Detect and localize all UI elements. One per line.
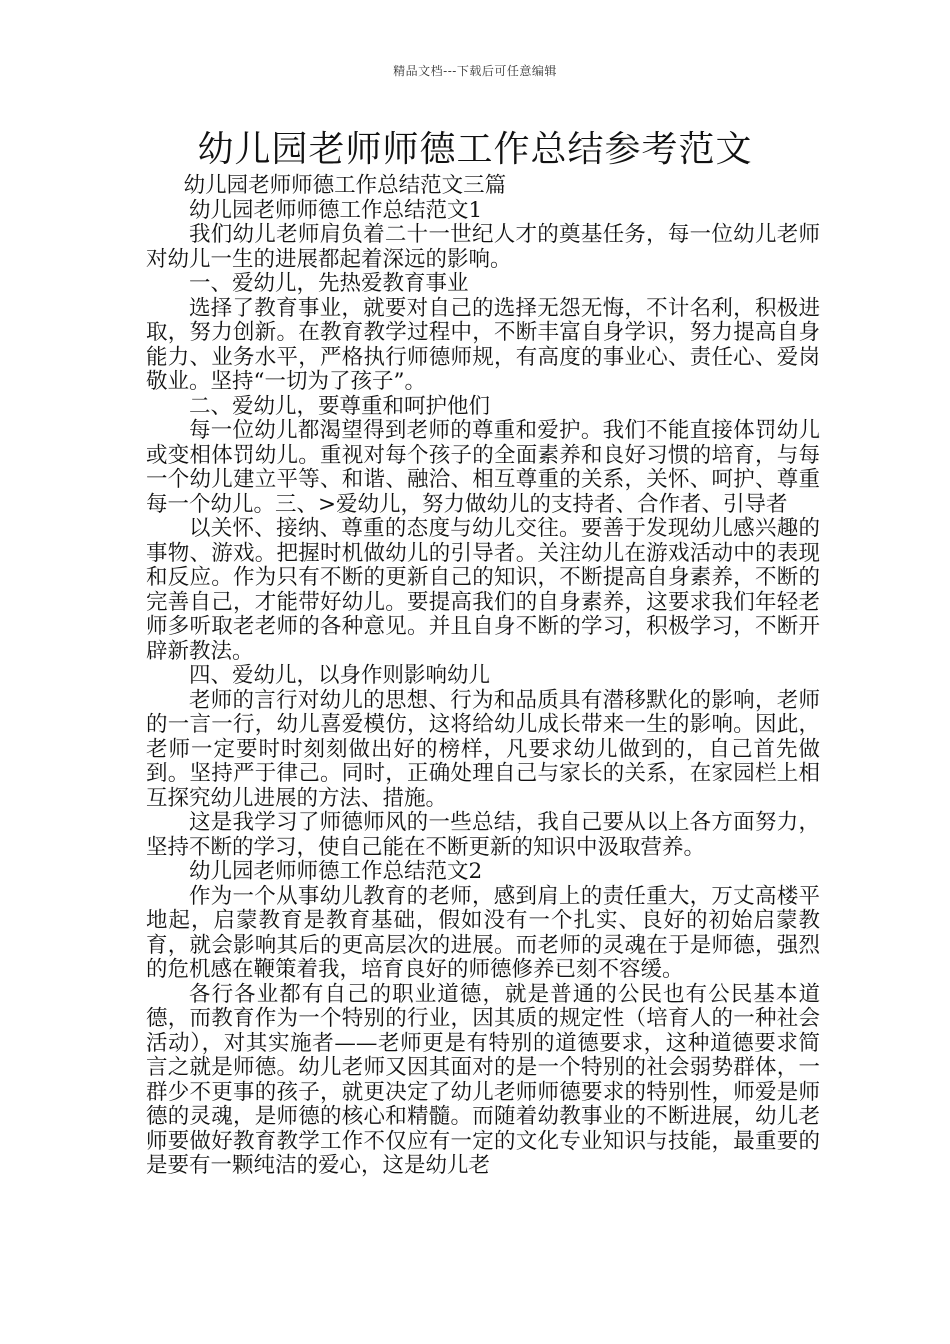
body-paragraph: 这是我学习了师德师风的一些总结，我自己要从以上各方面努力，坚持不断的学习，使自己能在不断更新的知识中汲取营养。 — [146, 810, 820, 860]
body-paragraph: 我们幼儿老师肩负着二十一世纪人才的奠基任务，每一位幼儿老师对幼儿一生的进展都起着深远的影响。 — [146, 222, 820, 272]
body-paragraph: 作为一个从事幼儿教育的老师，感到肩上的责任重大，万丈高楼平地起，启蒙教育是教育基础，假如没有一个扎实、良好的初始启蒙教育，就会影响其后的更高层次的进展。而老师的灵魂在于是师德，强烈的危机感在鞭策着我，培育良好的师德修养已刻不容缓。 — [146, 883, 820, 982]
document-body — [146, 174, 820, 1179]
body-paragraph: 以关怀、接纳、尊重的态度与幼儿交往。要善于发现幼儿感兴趣的事物、游戏。把握时机做幼儿的引导者。关注幼儿在游戏活动中的表现和反应。作为只有不断的更新自己的知识，不断提高自身素养，不断的完善自己，才能带好幼儿。要提高我们的自身素养，这要求我们年轻老师多听取老老师的各种意见。并且自身不断的学习，积极学习，不断开辟新教法。 — [146, 516, 820, 664]
body-paragraph: 老师的言行对幼儿的思想、行为和品质具有潜移默化的影响，老师的一言一行，幼儿喜爱模仿，这将给幼儿成长带来一生的影响。因此，老师一定要时时刻刻做出好的榜样，凡要求幼儿做到的，自己首先做到。坚持严于律己。同时，正确处理自己与家长的关系，在家园栏上相互探究幼儿进展的方法、措施。 — [146, 687, 820, 811]
body-paragraph: 每一位幼儿都渴望得到老师的尊重和爱护。我们不能直接体罚幼儿或变相体罚幼儿。重视对每个孩子的全面素养和良好习惯的培育，与每一个幼儿建立平等、和谐、融洽、相互尊重的关系，关怀、呵护、尊重每一个幼儿。三、>爱幼儿，努力做幼儿的支持者、合作者、引导者 — [146, 418, 820, 517]
document-subtitle: 幼儿园老师师德工作总结范文三篇 — [183, 173, 507, 198]
section-heading-essay-2: 幼儿园老师师德工作总结范文2 — [189, 859, 483, 884]
point-heading-1: 一、爱幼儿，先热爱教育事业 — [189, 271, 469, 296]
section-heading-essay-1: 幼儿园老师师德工作总结范文1 — [189, 197, 483, 223]
page-header-note: 精品文档---下载后可任意编辑 — [393, 64, 557, 78]
document-title: 幼儿园老师师德工作总结参考范文 — [197, 129, 753, 170]
body-paragraph: 选择了教育事业，就要对自己的选择无怨无悔，不计名利，积极进取，努力创新。在教育教学过程中，不断丰富自身学识，努力提高自身能力、业务水平，严格执行师德师规，有高度的事业心、责任心、爱岗敬业。坚持“一切为了孩子”。 — [146, 295, 820, 394]
point-heading-2: 二、爱幼儿，要尊重和呵护他们 — [189, 393, 491, 419]
point-heading-4: 四、爱幼儿，以身作则影响幼儿 — [189, 663, 491, 688]
body-paragraph: 各行各业都有自己的职业道德，就是普通的公民也有公民基本道德，而教育作为一个特别的行业，因其质的规定性（培育人的一种社会活动），对其实施者——老师更是有特别的道德要求，这种道德要求简言之就是师德。幼儿老师又因其面对的是一个特别的社会弱势群体，一群少不更事的孩子，就更决定了幼儿老师师德要求的特别性，师爱是师德的灵魂，是师德的核心和精髓。而随着幼教事业的不断进展，幼儿老师要做好教育教学工作不仅应有一定的文化专业知识与技能，最重要的是要有一颗纯洁的爱心，这是幼儿老 — [146, 981, 820, 1178]
